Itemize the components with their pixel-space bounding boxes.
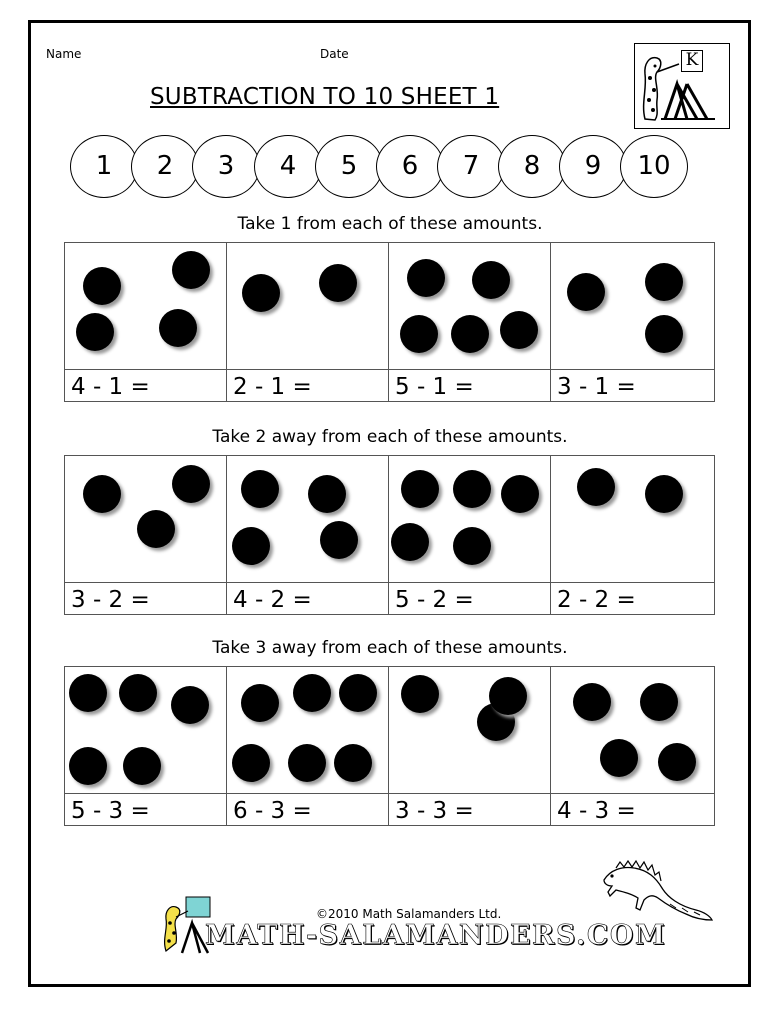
number-circle-9: 9 [559, 135, 627, 198]
counter-dot [645, 475, 683, 513]
equation[interactable]: 4 - 3 = [557, 798, 636, 824]
problem-cell [389, 456, 551, 614]
counter-dot [640, 683, 678, 721]
equation[interactable]: 5 - 3 = [71, 798, 150, 824]
problem-cell [551, 243, 714, 401]
dot-area [65, 667, 226, 794]
counter-dot [453, 527, 491, 565]
dot-area [551, 456, 714, 583]
counter-dot [472, 261, 510, 299]
counter-dot [288, 744, 326, 782]
counter-dot [159, 309, 197, 347]
counter-dot [489, 677, 527, 715]
number-circle-1: 1 [70, 135, 138, 198]
equation[interactable]: 2 - 1 = [233, 374, 312, 400]
problem-cell [227, 243, 389, 401]
counter-dot [69, 674, 107, 712]
number-circle-8: 8 [498, 135, 566, 198]
number-circle-6: 6 [376, 135, 444, 198]
counter-dot [320, 521, 358, 559]
counter-dot [453, 470, 491, 508]
worksheet-title: SUBTRACTION TO 10 SHEET 1 [150, 84, 500, 110]
instruction-text: Take 2 away from each of these amounts. [212, 427, 568, 447]
counter-dot [241, 470, 279, 508]
dot-area [389, 667, 550, 794]
equation[interactable]: 4 - 1 = [71, 374, 150, 400]
number-circle-7: 7 [437, 135, 505, 198]
problem-cell [227, 456, 389, 614]
dot-area [551, 243, 714, 370]
dot-area [227, 456, 388, 583]
site-name: MATH-SALAMANDERS.COM [205, 920, 667, 951]
dot-area [65, 456, 226, 583]
counter-dot [172, 465, 210, 503]
counter-dot [76, 313, 114, 351]
counter-dot [573, 683, 611, 721]
dot-area [227, 243, 388, 370]
problem-grid [64, 666, 715, 826]
counter-dot [242, 274, 280, 312]
problem-cell [389, 243, 551, 401]
problem-cell [551, 667, 714, 825]
counter-dot [600, 739, 638, 777]
dot-area [65, 243, 226, 370]
counter-dot [232, 527, 270, 565]
equation[interactable]: 3 - 1 = [557, 374, 636, 400]
problem-grid [64, 455, 715, 615]
number-circle-10: 10 [620, 135, 688, 198]
number-circle-5: 5 [315, 135, 383, 198]
counter-dot [83, 475, 121, 513]
counter-dot [451, 315, 489, 353]
counter-dot [645, 263, 683, 301]
problem-cell [65, 456, 227, 614]
counter-dot [241, 684, 279, 722]
number-circle-3: 3 [192, 135, 260, 198]
counter-dot [319, 264, 357, 302]
dot-area [389, 243, 550, 370]
problem-grid [64, 242, 715, 402]
counter-dot [334, 744, 372, 782]
problem-cell [65, 667, 227, 825]
counter-dot [407, 259, 445, 297]
equation[interactable]: 5 - 2 = [395, 587, 474, 613]
counter-dot [658, 743, 696, 781]
copyright-text: ©2010 Math Salamanders Ltd. [316, 907, 502, 921]
problem-cell [551, 456, 714, 614]
equation[interactable]: 5 - 1 = [395, 374, 474, 400]
dot-area [551, 667, 714, 794]
instruction-text: Take 3 away from each of these amounts. [212, 638, 568, 658]
counter-dot [119, 674, 157, 712]
counter-dot [83, 267, 121, 305]
salamander-doodle-icon [600, 848, 715, 928]
counter-dot [501, 475, 539, 513]
counter-dot [232, 744, 270, 782]
dot-area [227, 667, 388, 794]
counter-dot [400, 315, 438, 353]
counter-dot [69, 747, 107, 785]
counter-dot [171, 686, 209, 724]
counter-dot [567, 273, 605, 311]
counter-dot [500, 311, 538, 349]
counter-dot [172, 251, 210, 289]
equation[interactable]: 4 - 2 = [233, 587, 312, 613]
number-circle-2: 2 [131, 135, 199, 198]
date-label: Date [320, 47, 349, 61]
equation[interactable]: 6 - 3 = [233, 798, 312, 824]
name-label: Name [46, 47, 82, 61]
counter-dot [339, 674, 377, 712]
counter-dot [391, 523, 429, 561]
salamander-logo [634, 43, 730, 129]
equation[interactable]: 2 - 2 = [557, 587, 636, 613]
counter-dot [645, 315, 683, 353]
logo-letter: K [681, 50, 703, 72]
counter-dot [293, 674, 331, 712]
number-circle-4: 4 [254, 135, 322, 198]
equation[interactable]: 3 - 2 = [71, 587, 150, 613]
instruction-text: Take 1 from each of these amounts. [237, 214, 543, 234]
counter-dot [401, 675, 439, 713]
counter-dot [123, 747, 161, 785]
dot-area [389, 456, 550, 583]
counter-dot [401, 470, 439, 508]
counter-dot [577, 468, 615, 506]
problem-cell [389, 667, 551, 825]
counter-dot [308, 475, 346, 513]
problem-cell [65, 243, 227, 401]
problem-cell [227, 667, 389, 825]
equation[interactable]: 3 - 3 = [395, 798, 474, 824]
counter-dot [137, 510, 175, 548]
